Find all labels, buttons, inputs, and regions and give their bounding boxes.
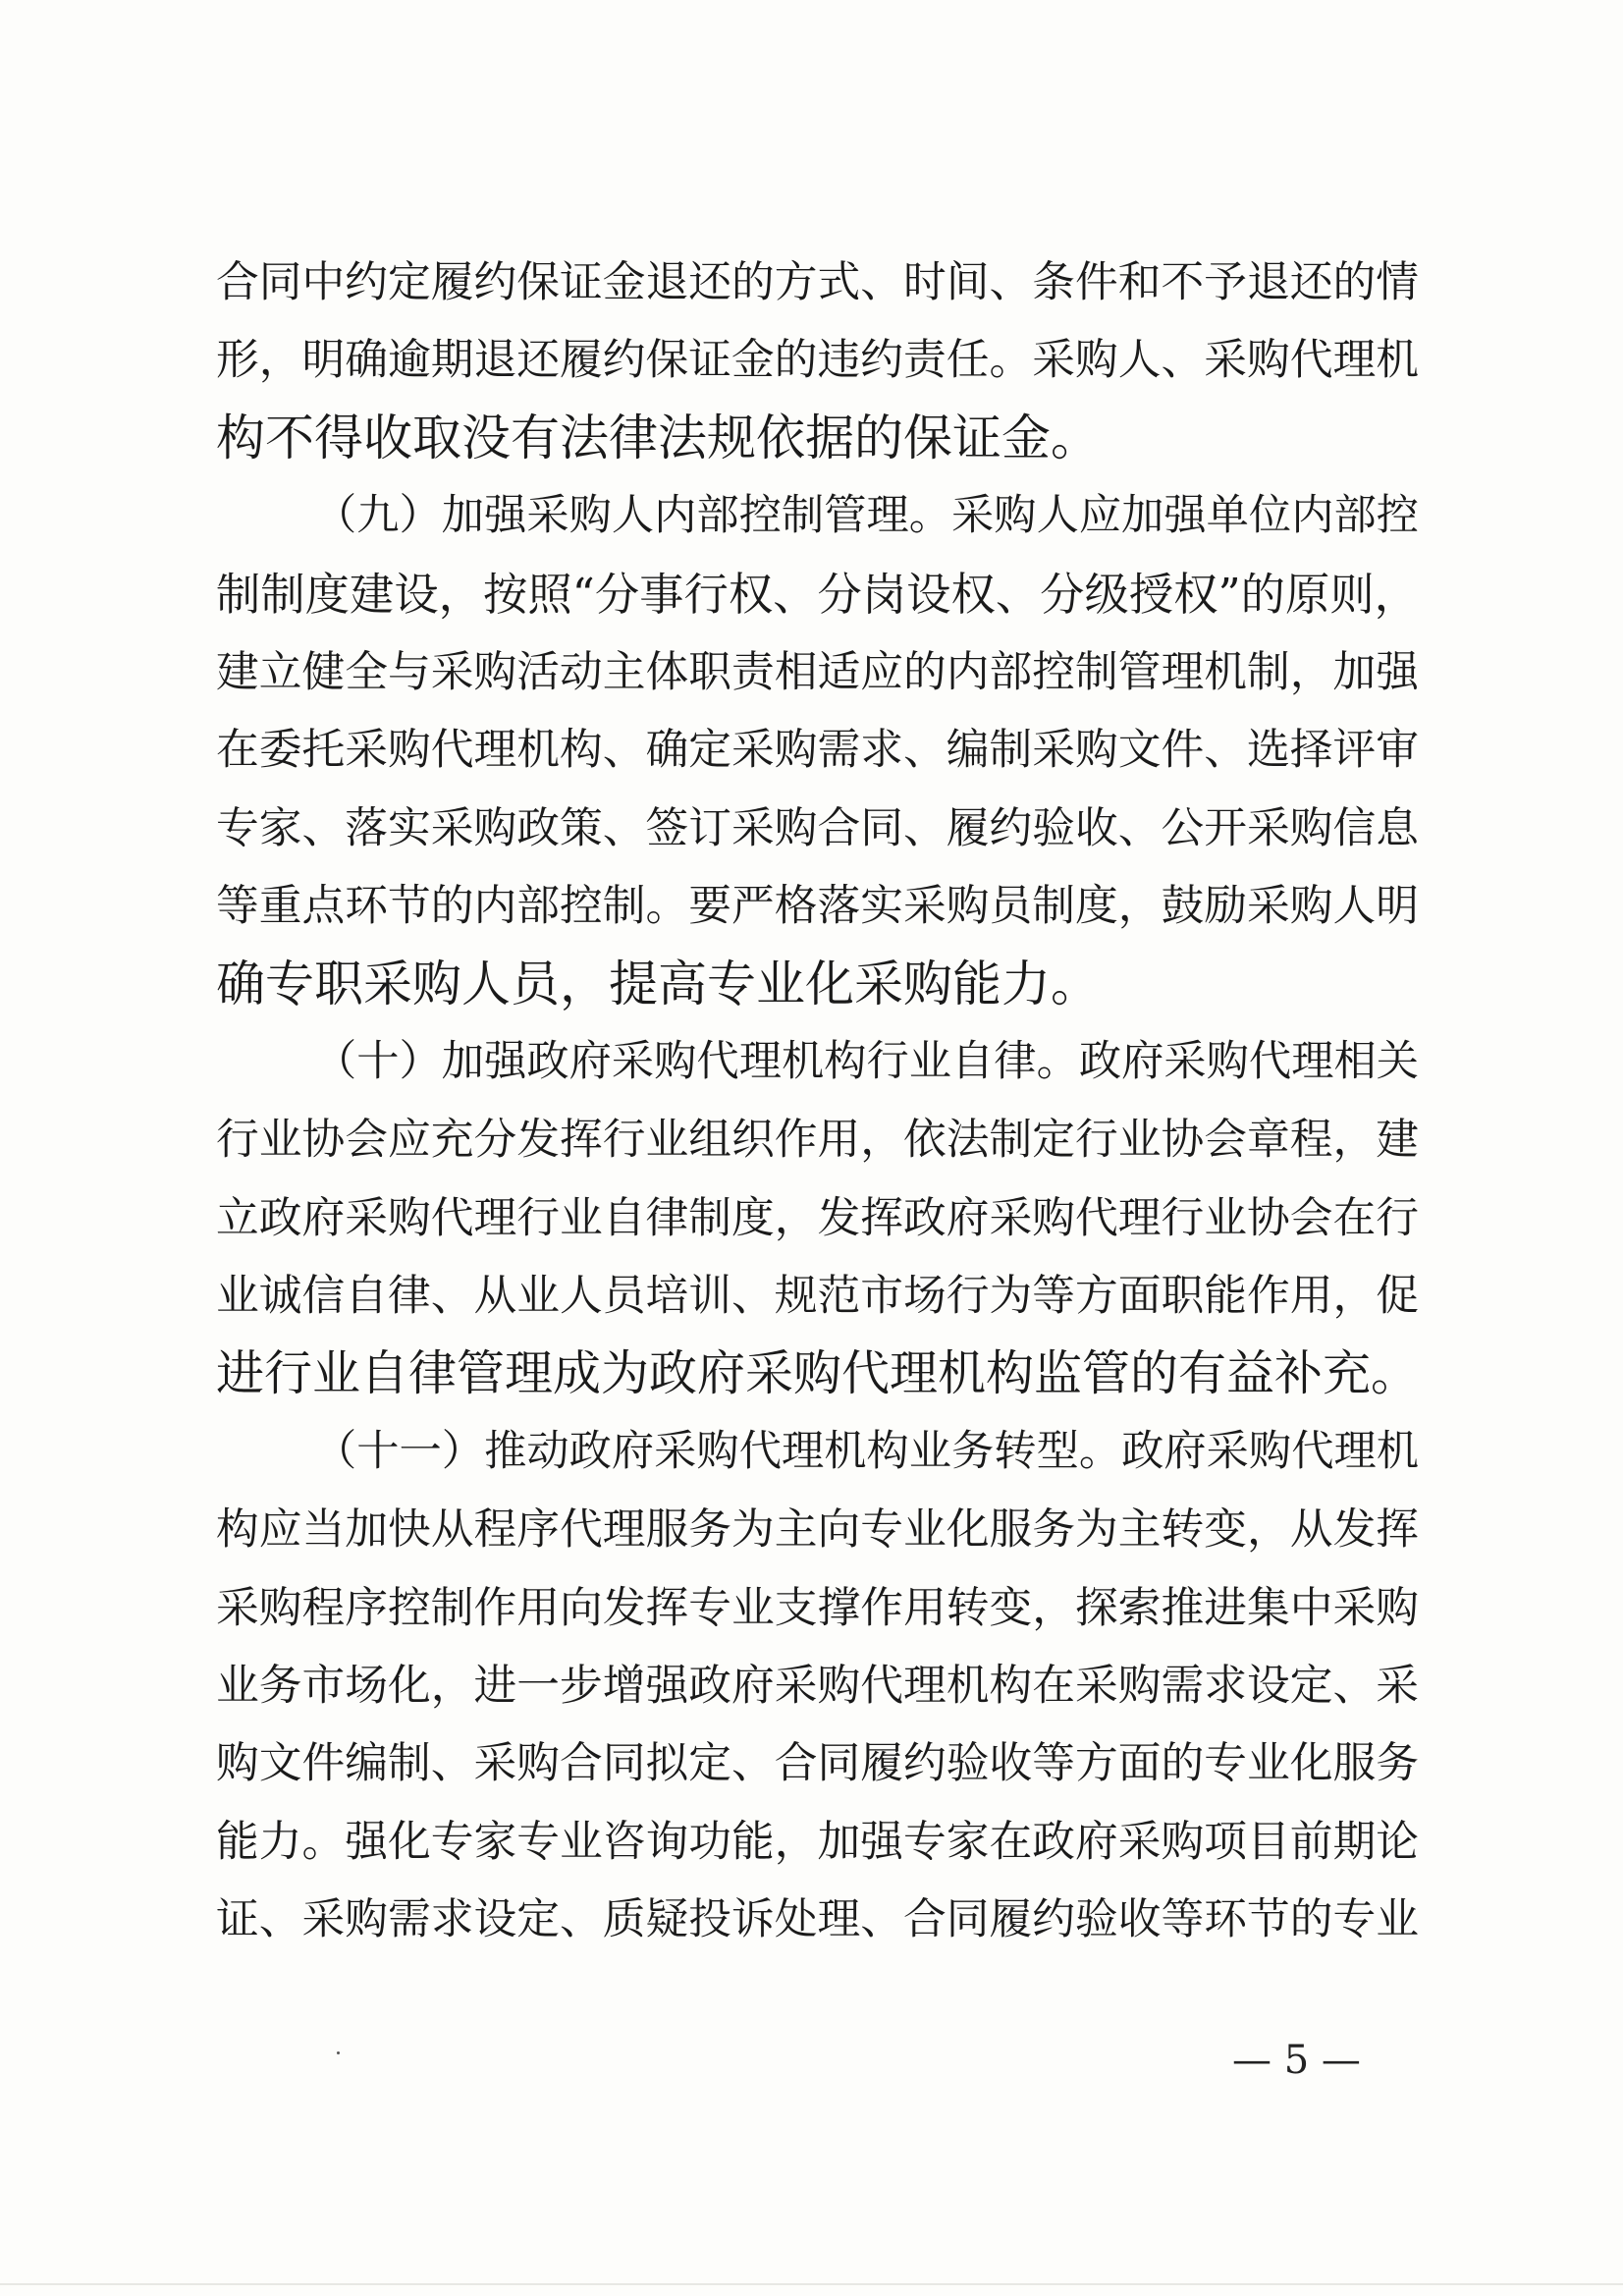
text-line: 购文件编制、采购合同拟定、合同履约验收等方面的专业化服务: [216, 1738, 1420, 1789]
text-line: 在委托采购代理机构、确定采购需求、编制采购文件、选择评审: [216, 725, 1420, 776]
page-number: — 5 —: [1232, 2038, 1361, 2083]
text-line: 进行业自律管理成为政府采购代理机构监管的有益补充。: [216, 1345, 1420, 1402]
text-line: 制制度建设，按照“分事行权、分岗设权、分级授权”的原则，: [216, 568, 1419, 621]
text-line: 立政府采购代理行业自律制度，发挥政府采购代理行业协会在行: [216, 1192, 1420, 1243]
text-line: 形，明确逾期退还履约保证金的违约责任。采购人、采购代理机: [216, 335, 1420, 386]
text-line: 建立健全与采购活动主体职责相适应的内部控制管理机制，加强: [216, 646, 1420, 697]
text-line: （十）加强政府采购代理机构行业自律。政府采购代理相关: [314, 1036, 1419, 1086]
text-line: 证、采购需求设定、质疑投诉处理、合同履约验收等环节的专业: [216, 1894, 1420, 1945]
text-line: 行业协会应充分发挥行业组织作用，依法制定行业协会章程，建: [216, 1115, 1420, 1166]
text-line: 能力。强化专家专业咨询功能，加强专家在政府采购项目前期论: [216, 1816, 1420, 1867]
text-line: 构应当加快从程序代理服务为主向专业化服务为主转变，从发挥: [216, 1504, 1420, 1556]
text-line: （九）加强采购人内部控制管理。采购人应加强单位内部控: [314, 491, 1419, 541]
text-line: （十一）推动政府采购代理机构业务转型。政府采购代理机: [314, 1426, 1419, 1476]
scan-speck: [337, 2051, 340, 2054]
document-body: [216, 244, 1419, 1959]
text-line: 业务市场化，进一步增强政府采购代理机构在采购需求设定、采: [216, 1661, 1420, 1712]
text-line: 业诚信自律、从业人员培训、规范市场行为等方面职能作用，促: [216, 1271, 1420, 1322]
text-line: 确专职采购人员，提高专业化采购能力。: [216, 955, 1100, 1012]
text-line: 构不得收取没有法律法规依据的保证金。: [216, 409, 1100, 466]
text-line: 等重点环节的内部控制。要严格落实采购员制度，鼓励采购人明: [216, 881, 1420, 932]
scan-edge: [0, 2283, 1623, 2285]
text-line: 采购程序控制作用向发挥专业支撑作用转变，探索推进集中采购: [216, 1582, 1420, 1633]
text-line: 合同中约定履约保证金退还的方式、时间、条件和不予退还的情: [216, 257, 1420, 307]
text-line: 专家、落实采购政策、签订采购合同、履约验收、公开采购信息: [216, 802, 1420, 853]
